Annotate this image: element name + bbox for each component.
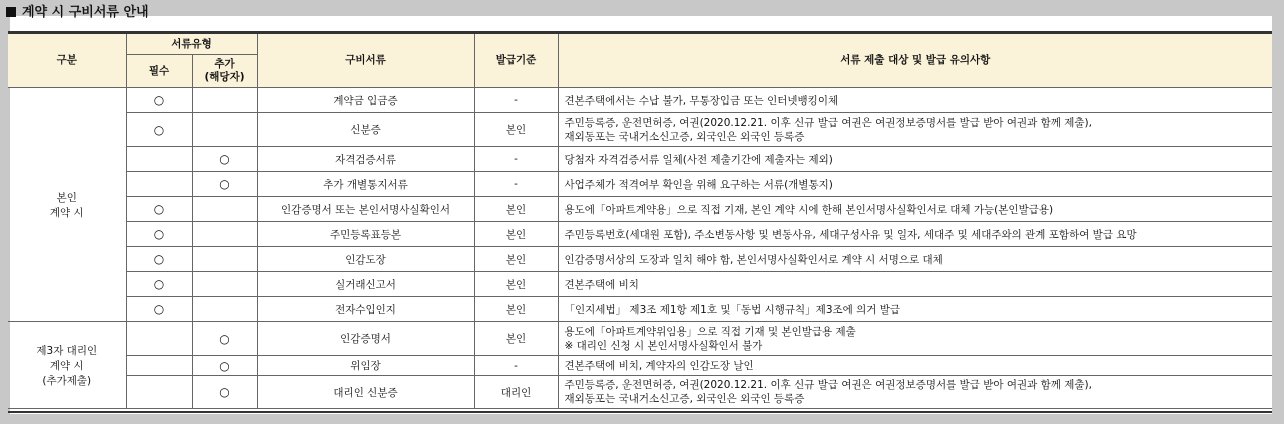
- issuance-basis: 본인: [474, 113, 558, 147]
- additional-mark: [192, 247, 257, 272]
- note-text: [558, 376, 1272, 409]
- header-notes: 서류 제출 대상 및 발급 유의사항: [558, 34, 1272, 88]
- section-title: [6, 2, 149, 24]
- document-name: 인감증명서: [257, 322, 474, 356]
- additional-mark: ○: [192, 172, 257, 197]
- table-top-rule: [8, 31, 1272, 34]
- square-bullet-icon: [6, 7, 16, 17]
- required-mark: ○: [126, 247, 192, 272]
- issuance-basis: 본인: [474, 247, 558, 272]
- table-row: [8, 222, 1272, 247]
- document-name: 인감증명서 또는 본인서명사실확인서: [257, 197, 474, 222]
- section-title-text: 계약 시 구비서류 안내: [22, 5, 149, 20]
- document-name: 인감도장: [257, 247, 474, 272]
- document-name: 추가 개별통지서류: [257, 172, 474, 197]
- additional-mark: [192, 113, 257, 147]
- document-name: 실거래신고서: [257, 272, 474, 297]
- document-name: 신분증: [257, 113, 474, 147]
- table-row: [8, 376, 1272, 409]
- note-line-2: 재외동포는 국내거소신고증, 외국인은 외국인 등록증: [564, 393, 805, 405]
- note-line-1: 용도에「아파트계약위임용」으로 직접 기재 및 본인발급용 제출: [564, 325, 856, 338]
- issuance-basis: 본인: [474, 322, 558, 356]
- required-mark: ○: [126, 113, 192, 147]
- header-additional: [192, 55, 257, 88]
- required-mark: ○: [126, 88, 192, 113]
- group-self-line2: 계약 시: [49, 206, 84, 219]
- note-text: 주민등록번호(세대원 포함), 주소변동사항 및 변동사유, 세대구성사유 및 일자, 세대주 및 세대주와의 관계 포함하여 발급 요망: [558, 222, 1272, 247]
- documents-table: [8, 33, 1272, 409]
- group-self: [8, 88, 126, 322]
- document-name: 대리인 신분증: [257, 376, 474, 409]
- issuance-basis: 본인: [474, 222, 558, 247]
- header-row: [8, 34, 1272, 55]
- document-name: 계약금 입금증: [257, 88, 474, 113]
- note-line-1: 주민등록증, 운전면허증, 여권(2020.12.21. 이후 신규 발급 여권은 여권정보증명서를 발급 받아 여권과 함께 제출),: [564, 116, 1092, 129]
- required-mark: ○: [126, 272, 192, 297]
- additional-mark: [192, 88, 257, 113]
- required-mark: [126, 356, 192, 376]
- table-row: [8, 356, 1272, 376]
- group-proxy: [8, 322, 126, 409]
- note-text: 용도에「아파트계약용」으로 직접 기재, 본인 계약 시에 한해 본인서명사실확인서로 대체 가능(본인발급용): [558, 197, 1272, 222]
- table-row: [8, 322, 1272, 356]
- group-self-line1: 본인: [56, 191, 77, 204]
- document-name: 주민등록표등본: [257, 222, 474, 247]
- issuance-basis: -: [474, 356, 558, 376]
- header-doc-type: 서류유형: [126, 34, 257, 55]
- header-required: 필수: [126, 55, 192, 88]
- table-row: [8, 247, 1272, 272]
- additional-mark: [192, 222, 257, 247]
- required-mark: [126, 376, 192, 409]
- table-row: [8, 113, 1272, 147]
- note-text: 견본주택에 비치, 계약자의 인감도장 날인: [558, 356, 1272, 376]
- table-row: [8, 88, 1272, 113]
- group-proxy-line3: (추가제출): [42, 374, 92, 387]
- header-issuance: 발급기준: [474, 34, 558, 88]
- additional-mark: ○: [192, 147, 257, 172]
- additional-mark: ○: [192, 376, 257, 409]
- header-documents: 구비서류: [257, 34, 474, 88]
- document-name: 자격검증서류: [257, 147, 474, 172]
- required-mark: ○: [126, 297, 192, 322]
- note-line-2: ※ 대리인 신청 시 본인서명사실확인서 불가: [564, 339, 763, 352]
- required-mark: ○: [126, 197, 192, 222]
- additional-mark: [192, 197, 257, 222]
- note-text: 견본주택에서는 수납 불가, 무통장입금 또는 인터넷뱅킹이체: [558, 88, 1272, 113]
- header-additional-line1: 추가: [214, 58, 235, 70]
- table-row: [8, 172, 1272, 197]
- note-line-2: 재외동포는 국내거소신고증, 외국인은 외국인 등록증: [564, 130, 805, 143]
- header-category: 구분: [8, 34, 126, 88]
- issuance-basis: -: [474, 147, 558, 172]
- issuance-basis: 본인: [474, 197, 558, 222]
- note-text: 견본주택에 비치: [558, 272, 1272, 297]
- additional-mark: ○: [192, 322, 257, 356]
- note-line-1: 주민등록증, 운전면허증, 여권(2020.12.21. 이후 신규 발급 여권은 여권정보증명서를 발급 받아 여권과 함께 제출),: [564, 379, 1092, 391]
- note-text: 사업주체가 적격여부 확인을 위해 요구하는 서류(개별통지): [558, 172, 1272, 197]
- issuance-basis: -: [474, 172, 558, 197]
- note-text: [558, 322, 1272, 356]
- note-text: [558, 113, 1272, 147]
- required-mark: [126, 322, 192, 356]
- note-text: 당첨자 자격검증서류 일체(사전 제출기간에 제출자는 제외): [558, 147, 1272, 172]
- issuance-basis: -: [474, 88, 558, 113]
- group-proxy-line1: 제3자 대리인: [36, 344, 98, 357]
- table-row: [8, 197, 1272, 222]
- group-proxy-line2: 계약 시: [49, 359, 84, 372]
- table-bottom-rule: [8, 411, 1272, 413]
- issuance-basis: 본인: [474, 297, 558, 322]
- required-mark: [126, 172, 192, 197]
- document-name: 전자수입인지: [257, 297, 474, 322]
- table-row: [8, 297, 1272, 322]
- table-row: [8, 147, 1272, 172]
- note-text: 인감증명서상의 도장과 일치 해야 함, 본인서명사실확인서로 계약 시 서명으로 대체: [558, 247, 1272, 272]
- header-additional-line2: (해당자): [204, 71, 245, 83]
- additional-mark: [192, 272, 257, 297]
- additional-mark: ○: [192, 356, 257, 376]
- table-row: [8, 272, 1272, 297]
- document-name: 위임장: [257, 356, 474, 376]
- issuance-basis: 본인: [474, 272, 558, 297]
- additional-mark: [192, 297, 257, 322]
- note-text: 「인지세법」 제3조 제1항 제1호 및「동법 시행규칙」제3조에 의거 발급: [558, 297, 1272, 322]
- required-mark: ○: [126, 222, 192, 247]
- issuance-basis: 대리인: [474, 376, 558, 409]
- required-mark: [126, 147, 192, 172]
